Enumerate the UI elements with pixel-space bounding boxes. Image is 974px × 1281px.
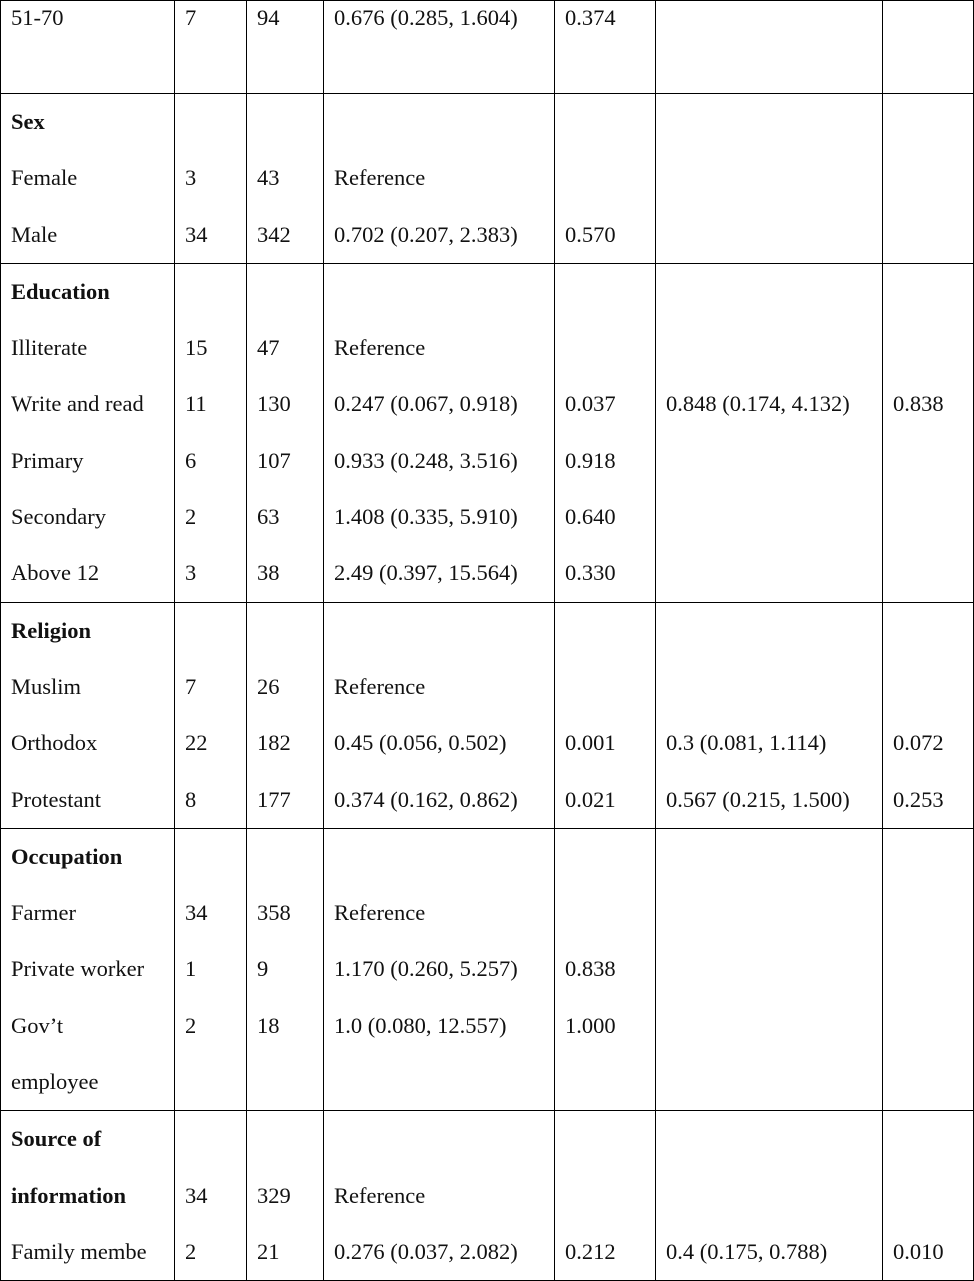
section-source-of-information [1, 1111, 974, 1281]
cell-col6 [883, 828, 974, 1110]
section-sex [1, 94, 974, 264]
cell-col4: 0.037 0.918 0.640 0.330 [555, 263, 656, 602]
cell-col6 [883, 94, 974, 264]
cell-col2: 26 182 177 [247, 602, 324, 828]
section-cell-education [1, 263, 175, 602]
section-header-source: Source of information [11, 1126, 126, 1208]
cell-col6 [883, 1, 974, 94]
cell-col2: 47 130 107 63 38 [247, 263, 324, 602]
cell-col4: 0.838 1.000 [555, 828, 656, 1110]
section-education [1, 263, 974, 602]
section-labels-occupation: Farmer Private worker Gov’t employee [11, 900, 145, 1095]
section-occupation [1, 828, 974, 1110]
cell-col1: 3 34 [175, 94, 247, 264]
cell-col6: 0.072 0.253 [883, 602, 974, 828]
cell-col5: 0.3 (0.081, 1.114) 0.567 (0.215, 1.500) [656, 602, 883, 828]
section-labels-education: Illiterate Write and read Primary Secondary Above 12 [11, 335, 144, 586]
cell-col4: 0.570 [555, 94, 656, 264]
section-cell-sex [1, 94, 175, 264]
section-labels-religion: Muslim Orthodox Protestant [11, 673, 101, 812]
cell-col3: Reference 0.45 (0.056, 0.502) 0.374 (0.162, 0.862) [324, 602, 555, 828]
section-cell-occupation [1, 828, 175, 1110]
cell-col3: 0.676 (0.285, 1.604) [324, 1, 555, 94]
cell-col3: Reference 0.702 (0.207, 2.383) [324, 94, 555, 264]
section-header-occupation: Occupation [11, 843, 123, 869]
cell-col1: 15 11 6 2 3 [175, 263, 247, 602]
cell-col5 [656, 828, 883, 1110]
cell-col6: 0.838 [883, 263, 974, 602]
cell-col3: Reference 0.247 (0.067, 0.918) 0.933 (0.248, 3.516) 1.408 (0.335, 5.910) 2.49 (0.397, 15.564) [324, 263, 555, 602]
section-labels-sex: Female Male [11, 165, 78, 247]
cell-col2: 43 342 [247, 94, 324, 264]
cell-col2: 358 9 18 [247, 828, 324, 1110]
cell-col1: 7 22 8 [175, 602, 247, 828]
cell-label: 51-70 [1, 1, 175, 94]
section-cell-religion [1, 602, 175, 828]
cell-col5: 0.848 (0.174, 4.132) [656, 263, 883, 602]
cell-col2: 94 [247, 1, 324, 94]
cell-col3: Reference 0.276 (0.037, 2.082) [324, 1111, 555, 1281]
section-labels-source: Family membe [11, 1238, 147, 1264]
cell-col1: 7 [175, 1, 247, 94]
section-religion [1, 602, 974, 828]
table-row-51-70 [1, 1, 974, 94]
section-cell-source [1, 1111, 175, 1281]
cell-col6: 0.010 [883, 1111, 974, 1281]
cell-col1: 34 2 [175, 1111, 247, 1281]
cell-col5: 0.4 (0.175, 0.788) [656, 1111, 883, 1281]
cell-col2: 329 21 [247, 1111, 324, 1281]
cell-col4: 0.212 [555, 1111, 656, 1281]
section-header-religion: Religion [11, 617, 92, 643]
cell-col4: 0.374 [555, 1, 656, 94]
section-header-sex: Sex [11, 109, 45, 134]
section-header-education: Education [11, 278, 110, 304]
cell-col4: 0.001 0.021 [555, 602, 656, 828]
cell-col5 [656, 1, 883, 94]
cell-col5 [656, 94, 883, 264]
cell-col3: Reference 1.170 (0.260, 5.257) 1.0 (0.080, 12.557) [324, 828, 555, 1110]
cell-col1: 34 1 2 [175, 828, 247, 1110]
